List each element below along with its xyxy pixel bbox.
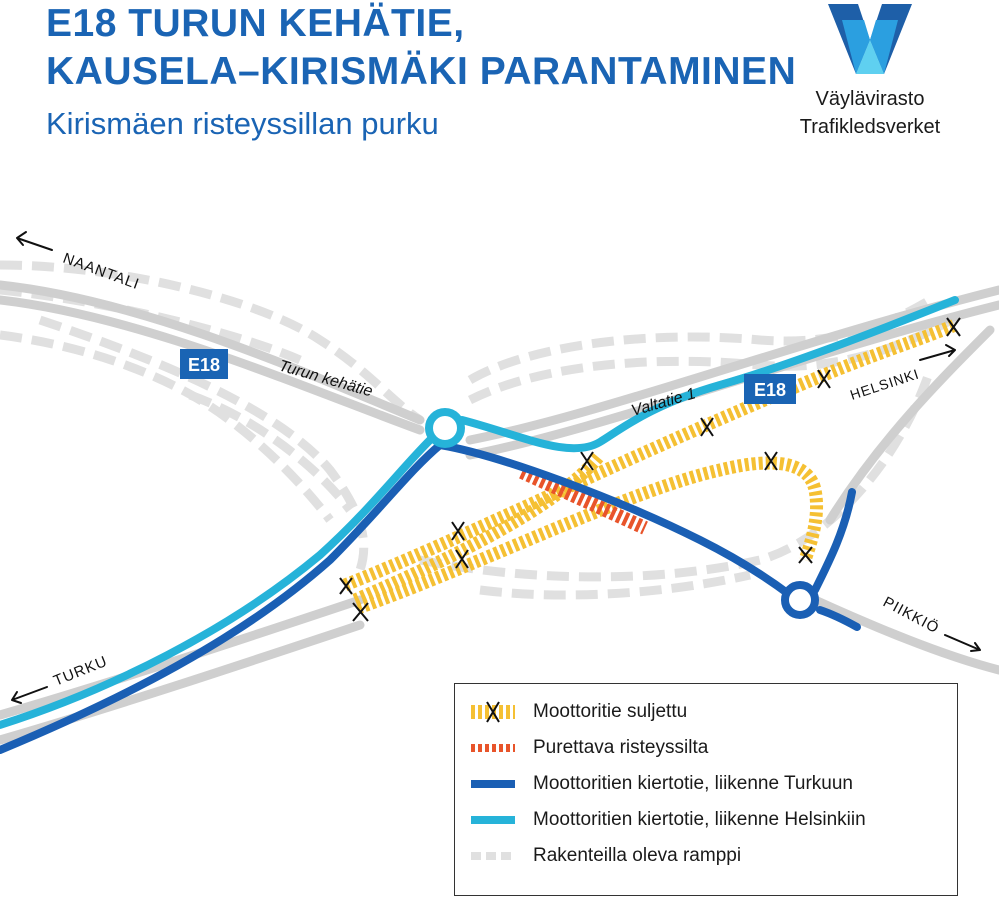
legend-item-detour-helsinki	[469, 807, 866, 833]
label-turku: TURKU	[51, 652, 111, 690]
e18-badge-right	[744, 374, 796, 404]
legend-item-closed-road	[469, 699, 687, 725]
label-helsinki: HELSINKI	[847, 365, 922, 403]
direction-arrows	[12, 232, 980, 703]
legend-item-bridge	[469, 735, 708, 761]
label-valtatie: Valtatie 1	[629, 385, 698, 420]
detour-turku-swatch-icon	[469, 771, 517, 797]
e18-badge-left	[180, 349, 228, 379]
legend-item-ramp	[469, 843, 741, 869]
bridge-swatch-icon	[469, 735, 517, 761]
logo-text-swedish: Trafikledsverket	[799, 116, 941, 138]
page-subtitle: Kirismäen risteyssillan purku	[46, 106, 439, 141]
logo-text-finnish: Väylävirasto	[815, 88, 925, 110]
legend-item-detour-turku	[469, 771, 853, 797]
legend-label: Rakenteilla oleva ramppi	[533, 845, 742, 866]
svg-text:E18: E18	[753, 380, 787, 400]
legend-label: Moottoritien kiertotie, liikenne Helsinkiin	[533, 809, 866, 830]
legend-label: Moottoritie suljettu	[533, 701, 688, 722]
closed-road-swatch-icon	[469, 699, 517, 725]
roundabout-north	[429, 412, 461, 444]
svg-text:E18: E18	[187, 355, 221, 375]
roundabout-south	[785, 585, 815, 615]
map-legend	[454, 683, 958, 896]
ramp-swatch-icon	[469, 843, 517, 869]
legend-label: Moottoritien kiertotie, liikenne Turkuun	[533, 773, 853, 794]
label-turun-kehatie: Turun kehätie	[276, 357, 375, 401]
label-naantali: NAANTALI	[60, 249, 142, 294]
page-title-line1: E18 TURUN KEHÄTIE,	[46, 2, 465, 45]
label-piikkio: PIIKKIÖ	[880, 593, 943, 638]
page-title-line2: KAUSELA–KIRISMÄKI PARANTAMINEN	[46, 50, 797, 93]
detour-helsinki-swatch-icon	[469, 807, 517, 833]
legend-label: Purettava risteyssilta	[533, 737, 709, 758]
